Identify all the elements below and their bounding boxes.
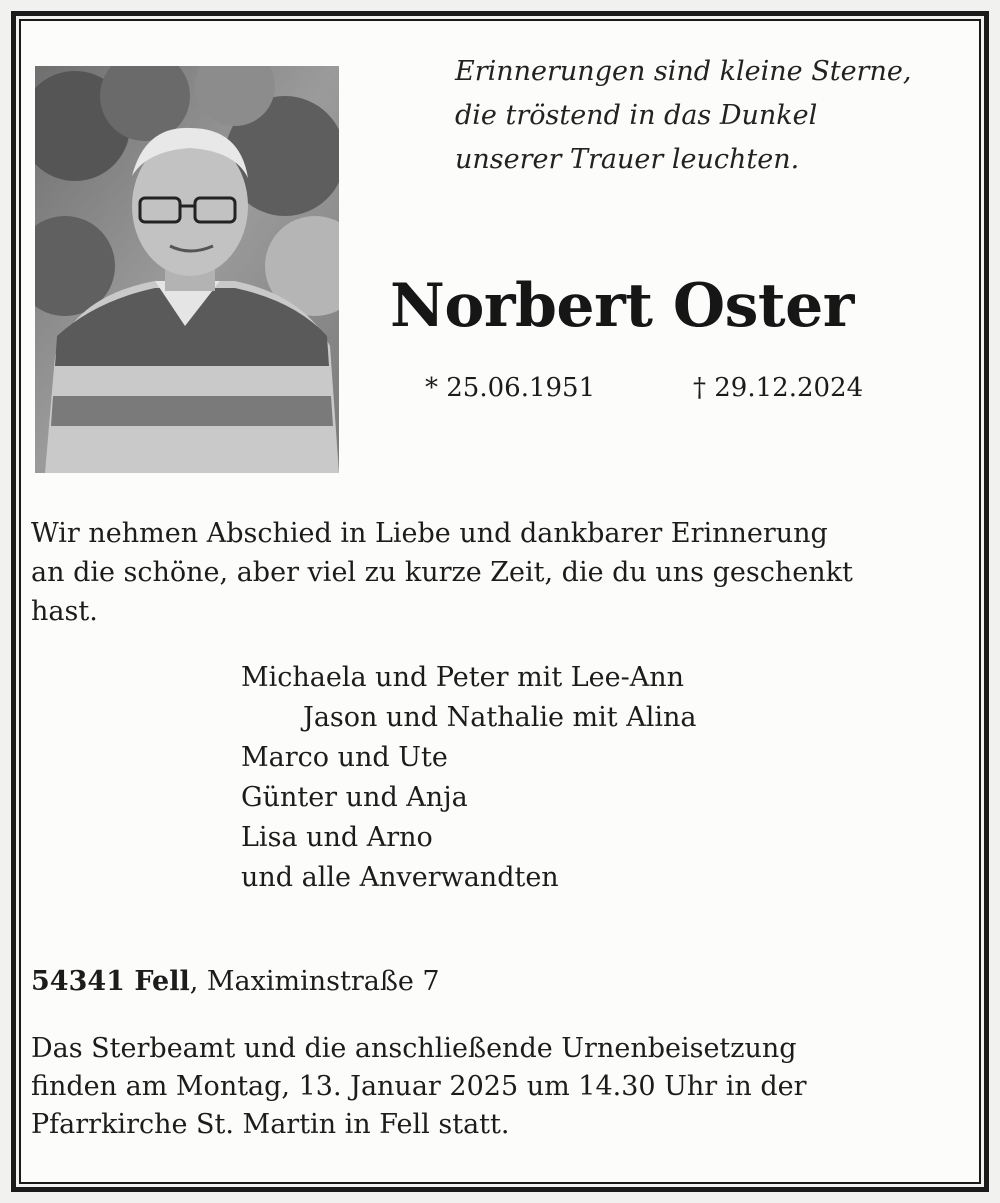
birth-date: * 25.06.1951 xyxy=(425,373,596,403)
address xyxy=(31,962,440,1002)
farewell-line: an die schöne, aber viel zu kurze Zeit, die du uns geschenkt xyxy=(31,557,853,588)
service-line: finden am Montag, 13. Januar 2025 um 14.30 Uhr in der xyxy=(31,1071,807,1102)
quote-line: Erinnerungen sind kleine Sterne, xyxy=(455,56,912,87)
family-member: Michaela und Peter mit Lee-Ann xyxy=(241,662,685,693)
quote-line: die tröstend in das Dunkel xyxy=(455,100,818,131)
family-member: und alle Anverwandten xyxy=(241,862,559,893)
farewell-line: hast. xyxy=(31,596,98,627)
death-date: † 29.12.2024 xyxy=(693,373,864,403)
family-member: Günter und Anja xyxy=(241,782,468,813)
address-street: , Maximinstraße 7 xyxy=(189,966,440,997)
service-info xyxy=(31,1030,961,1144)
address-place: 54341 Fell xyxy=(31,966,190,997)
family-member: Lisa und Arno xyxy=(241,822,433,853)
farewell-line: Wir nehmen Abschied in Liebe und dankbarer Erinnerung xyxy=(31,518,828,549)
deceased-name: Norbert Oster xyxy=(390,271,854,341)
service-line: Das Sterbeamt und die anschließende Urnenbeisetzung xyxy=(31,1033,797,1064)
farewell-text xyxy=(31,514,961,631)
family-list xyxy=(241,658,696,898)
family-member: Jason und Nathalie mit Alina xyxy=(303,702,697,733)
portrait-photo xyxy=(35,66,339,473)
service-line: Pfarrkirche St. Martin in Fell statt. xyxy=(31,1109,510,1140)
quote-line: unserer Trauer leuchten. xyxy=(455,144,800,175)
memorial-quote xyxy=(455,50,975,182)
family-member: Marco und Ute xyxy=(241,742,448,773)
